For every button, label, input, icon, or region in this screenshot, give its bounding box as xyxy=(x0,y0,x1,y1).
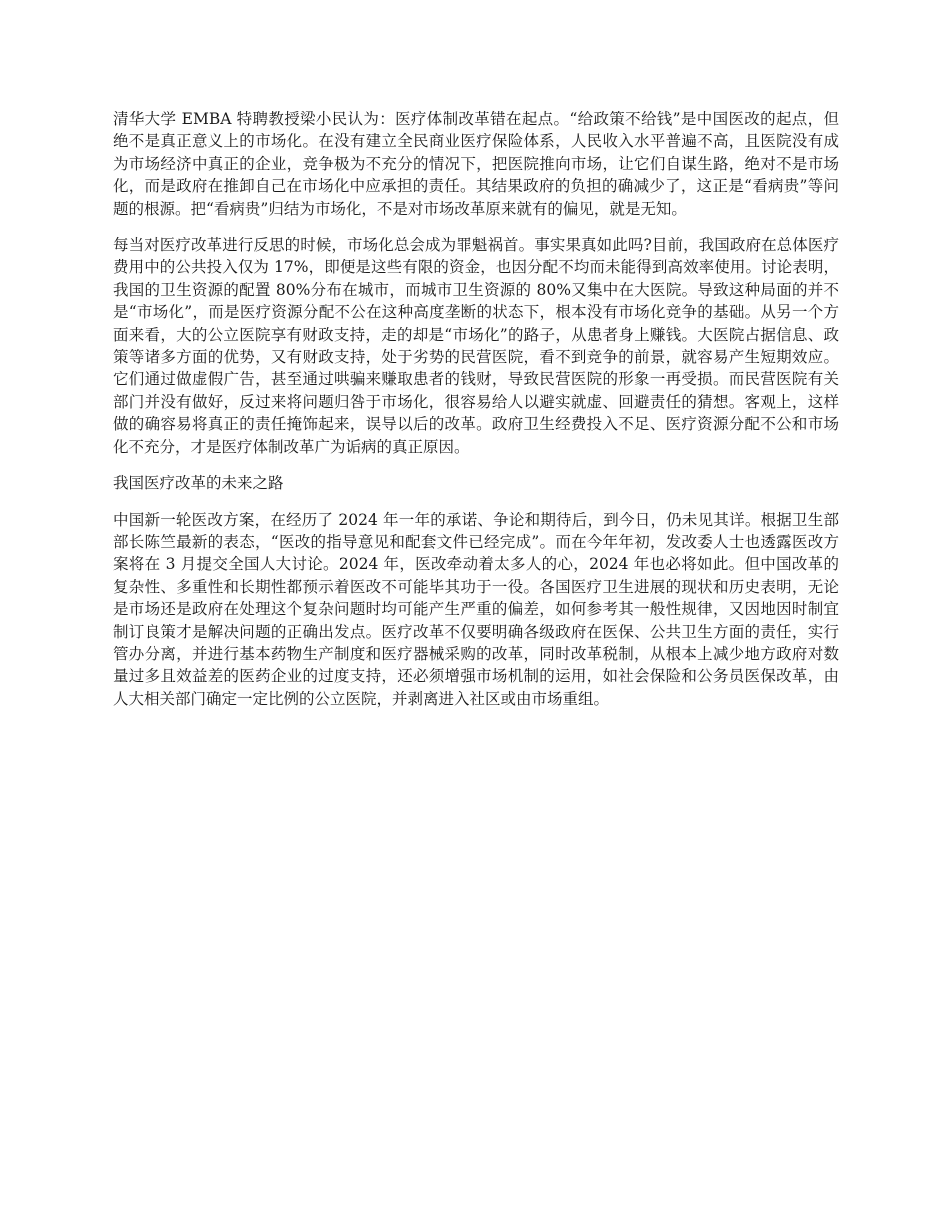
paragraph-medical-reform-start: 清华大学 EMBA 特聘教授梁小民认为：医疗体制改革错在起点。“给政策不给钱”是中国医改的起点，但绝不是真正意义上的市场化。在没有建立全民商业医疗保险体系，人民收入水平普遍不高，且医院没有成为市场经济中真正的企业，竞争极为不充分的情况下，把医院推向市场，让它们自谋生路，绝对不是市场化，而是政府在推卸自己在市场化中应承担的责任。其结果政府的负担的确减少了，这正是“看病贵”等问题的根源。把“看病贵”归结为市场化，不是对市场改革原来就有的偏见，就是无知。 xyxy=(113,110,839,218)
paragraph-marketization-reflection: 每当对医疗改革进行反思的时候，市场化总会成为罪魁祸首。事实果真如此吗?目前，我国政府在总体医疗费用中的公共投入仅为 17%，即便是这些有限的资金，也因分配不均而未能得到高效率使用。讨论表明，我国的卫生资源的配置 80%分布在城市，而城市卫生资源的 80%又集中在大医院。导致这种局面的并不是“市场化”，而是医疗资源分配不公在这种高度垄断的状态下，根本没有市场化竞争的基础。从另一个方面来看，大的公立医院享有财政支持，走的却是“市场化”的路子，从患者身上赚钱。大医院占据信息、政策等诸多方面的优势，又有财政支持，处于劣势的民营医院，看不到竞争的前景，就容易产生短期效应。它们通过做虚假广告，甚至通过哄骗来赚取患者的钱财，导致民营医院的形象一再受损。而民营医院有关部门并没有做好，反过来将问题归咎于市场化，很容易给人以避实就虚、回避责任的猜想。客观上，这样做的确容易将真正的责任掩饰起来，误导以后的改革。政府卫生经费投入不足、医疗资源分配不公和市场化不充分，才是医疗体制改革广为诟病的真正原因。 xyxy=(113,236,839,456)
section-heading: 我国医疗改革的未来之路 xyxy=(113,474,284,493)
document-body xyxy=(113,108,839,724)
paragraph-future-reform: 中国新一轮医改方案，在经历了 2024 年一年的承诺、争论和期待后，到今日，仍未见其详。根据卫生部部长陈竺最新的表态，“医改的指导意见和配套文件已经完成”。而在今年年初，发改委人士也透露医改方案将在 3 月提交全国人大讨论。2024 年，医改牵动着太多人的心，2024 年也必将如此。但中国改革的复杂性、多重性和长期性都预示着医改不可能毕其功于一役。各国医疗卫生进展的现状和历史表明，无论是市场还是政府在处理这个复杂问题时均可能产生严重的偏差，如何参考其一般性规律，又因地因时制宜制订良策才是解决问题的正确出发点。医疗改革不仅要明确各级政府在医保、公共卫生方面的责任，实行管办分离，并进行基本药物生产制度和医疗器械采购的改革，同时改革税制，从根本上减少地方政府对数量过多且效益差的医药企业的过度支持，还必须增强市场机制的运用，如社会保险和公务员医保改革，由人大相关部门确定一定比例的公立医院，并剥离进入社区或由市场重组。 xyxy=(113,510,839,708)
